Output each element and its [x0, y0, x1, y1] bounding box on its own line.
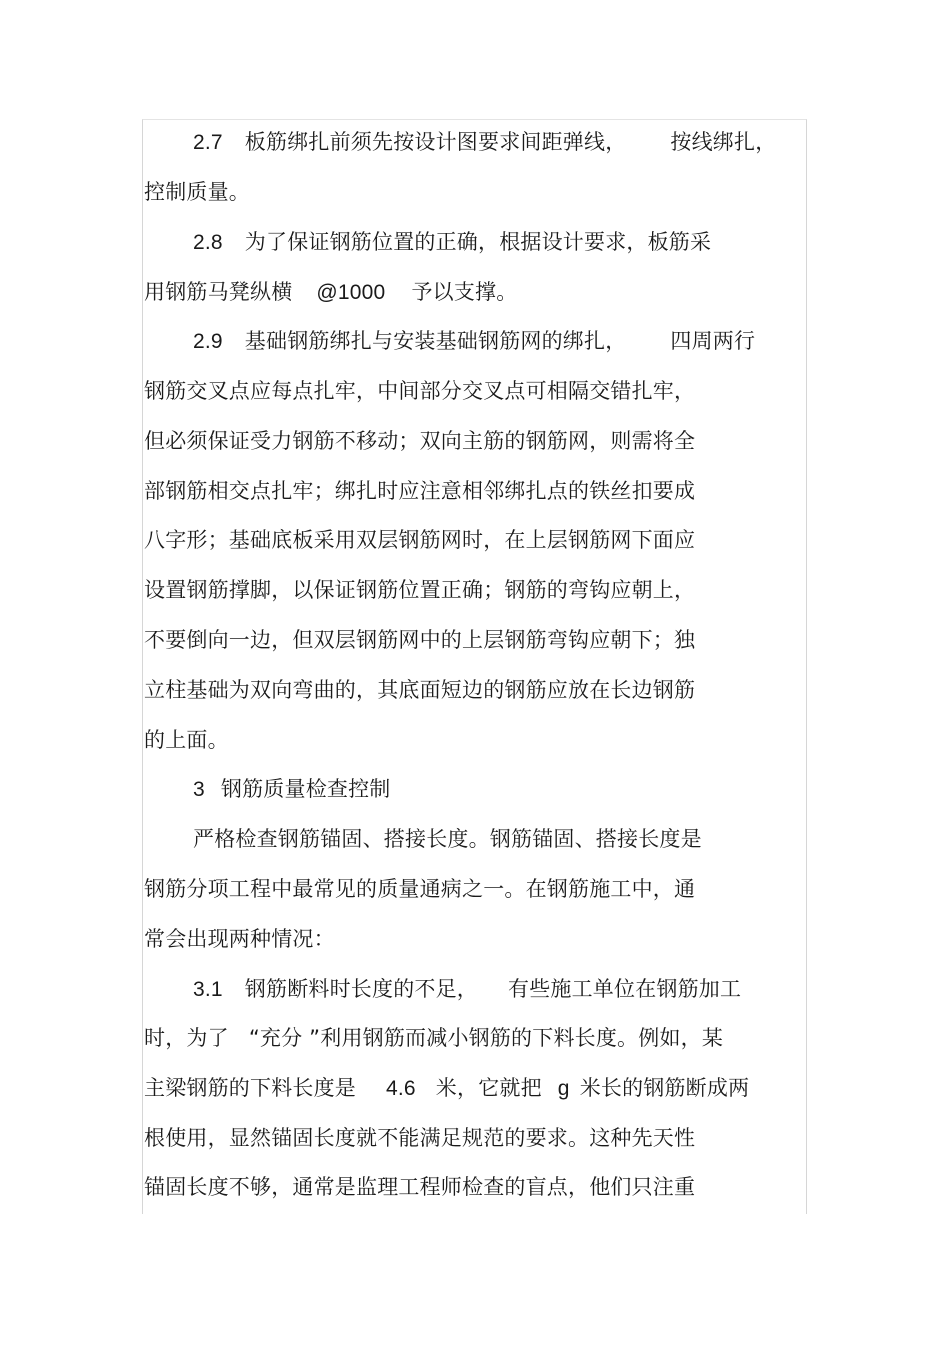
line-text-tail: 按线绑扎，	[670, 130, 777, 154]
text-line	[193, 229, 711, 256]
line-text: 不要倒向一边，但双层钢筋网中的上层钢筋弯钩应朝下；独	[144, 628, 696, 652]
clause-number: 2.9	[193, 330, 223, 353]
text-line	[144, 577, 695, 603]
text-line	[144, 727, 229, 753]
text-line	[144, 428, 695, 454]
line-text: 钢筋断料时长度的不足，	[244, 977, 478, 1001]
line-text-tail: 四周两行	[670, 329, 756, 353]
text-line	[193, 976, 741, 1003]
line-text: 锚固长度不够，通常是监理工程师检查的盲点，他们只注重	[144, 1175, 696, 1199]
line-text: 根使用，显然锚固长度就不能满足规范的要求。这种先天性	[144, 1126, 696, 1150]
text-line	[144, 179, 250, 205]
text-line	[144, 527, 695, 553]
line-text: 时，为了	[144, 1026, 229, 1050]
line-text: 钢筋分项工程中最常见的质量通病之一。在钢筋施工中，通	[144, 877, 696, 901]
line-text: 但必须保证受力钢筋不移动；双向主筋的钢筋网，则需将全	[144, 429, 696, 453]
line-text-tail: 予以支撑。	[411, 280, 518, 304]
clause-number: 3.1	[193, 978, 223, 1001]
spacing-value: @1000	[316, 281, 386, 304]
line-text: 控制质量。	[144, 180, 250, 204]
quoted-term: “充分 ”	[248, 1026, 321, 1050]
length-value-2: g	[557, 1077, 570, 1100]
line-text: 八字形；基础底板采用双层钢筋网时，在上层钢筋网下面应	[144, 528, 696, 552]
text-line	[144, 1125, 695, 1151]
line-text-tail-2: 米长的钢筋断成两	[579, 1076, 750, 1100]
text-line	[193, 328, 755, 355]
text-line	[144, 926, 335, 952]
clause-number: 2.7	[193, 131, 223, 154]
line-text: 严格检查钢筋锚固、搭接长度。钢筋锚固、搭接长度是	[193, 827, 702, 851]
text-line	[144, 1025, 723, 1051]
text-line	[144, 677, 695, 703]
section-number: 3	[193, 778, 205, 801]
line-text: 基础钢筋绑扎与安装基础钢筋网的绑扎，	[244, 329, 627, 353]
text-line	[144, 627, 695, 653]
text-line	[144, 1174, 695, 1200]
length-value: 4.6	[386, 1077, 416, 1100]
line-text: 用钢筋马凳纵横	[144, 280, 293, 304]
line-text: 的上面。	[144, 728, 229, 752]
clause-number: 2.8	[193, 231, 223, 254]
line-text: 设置钢筋撑脚，以保证钢筋位置正确；钢筋的弯钩应朝上，	[144, 578, 696, 602]
line-text: 主梁钢筋的下料长度是	[144, 1076, 356, 1100]
section-title: 钢筋质量检查控制	[220, 777, 391, 801]
text-line	[193, 129, 776, 156]
line-text-tail: 有些施工单位在钢筋加工	[508, 977, 742, 1001]
line-text: 部钢筋相交点扎牢；绑扎时应注意相邻绑扎点的铁丝扣要成	[144, 479, 696, 503]
line-text-tail: 米，它就把	[435, 1076, 542, 1100]
text-line	[144, 876, 695, 902]
text-line	[144, 1075, 749, 1102]
line-text-tail: 利用钢筋而减小钢筋的下料长度。例如，某	[320, 1026, 724, 1050]
text-line	[144, 279, 517, 306]
text-line	[193, 826, 702, 852]
text-line	[144, 478, 695, 504]
section-heading	[193, 776, 391, 803]
line-text: 为了保证钢筋位置的正确，根据设计要求，板筋采	[244, 230, 712, 254]
line-text: 立柱基础为双向弯曲的，其底面短边的钢筋应放在长边钢筋	[144, 678, 696, 702]
line-text: 常会出现两种情况：	[144, 927, 335, 951]
line-text: 板筋绑扎前须先按设计图要求间距弹线，	[244, 130, 627, 154]
line-text: 钢筋交叉点应每点扎牢，中间部分交叉点可相隔交错扎牢，	[144, 379, 696, 403]
text-line	[144, 378, 695, 404]
